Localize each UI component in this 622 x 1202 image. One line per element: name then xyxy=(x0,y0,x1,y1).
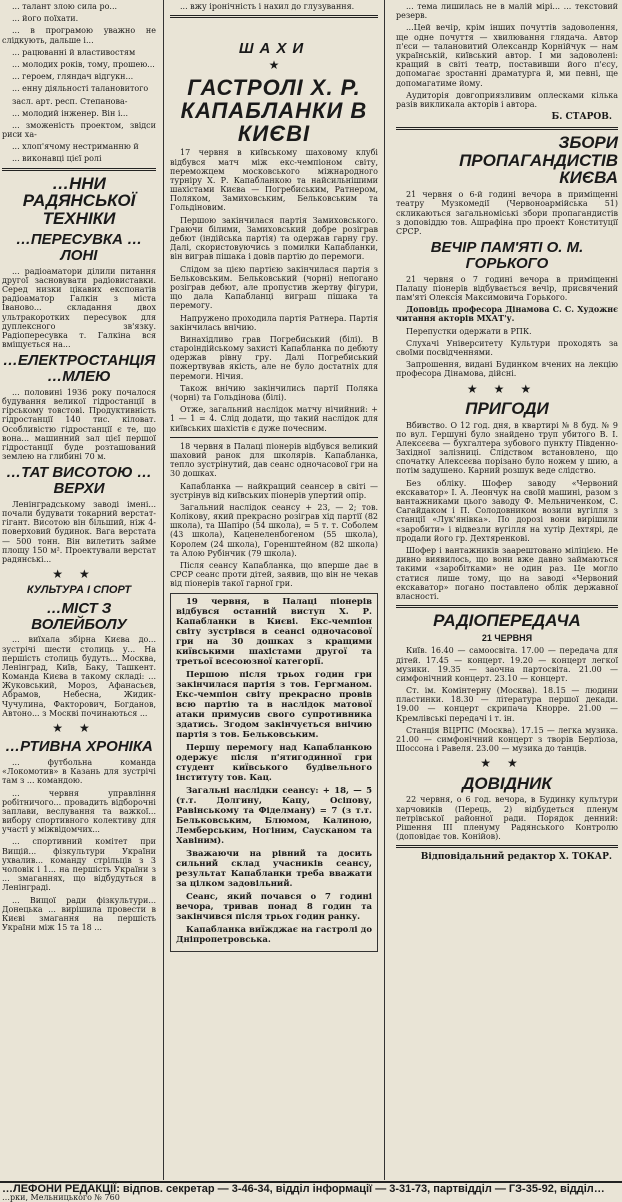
heading-radioperedacha: РАДІОПЕРЕДАЧА xyxy=(433,611,581,631)
frag-line: ... хлоп'ячому нестриманню й xyxy=(12,142,139,152)
heading-verstat: …ТАТ ВИСОТОЮ …ВЕРХИ xyxy=(6,464,152,498)
article-sport-3: ... спортивний комітет при Вищій... фізкультури України ухвалив... команду стрільців з 3 чоловік і 1... на першість України з ... змаганнях, що відбудуться в Ленінграді. xyxy=(2,837,156,893)
chess-b3: Першу перемогу над Капабланкою одержує після п'ятигодинної гри студент київського будівельного інституту тов. Кац. xyxy=(176,742,372,783)
middle-column xyxy=(163,0,385,1180)
middle-fragment-top: ... вжу іронічність і нахил до глузування. xyxy=(180,2,355,11)
divider xyxy=(396,127,618,130)
article-sport-2: ... червня управління робітничого... провадить відборочні заплави, веслування та важкої... вибору спортивного колективу для участі у міжвідомчих... xyxy=(2,788,156,835)
chess-p7: Отже, загальний наслідок матчу нічийний: + 1 — 1 = 4. Слід додати, що такий наслідок для київських шахістів є дуже почесним. xyxy=(170,405,378,433)
article-vechir-3: Перепустки одержати в РПК. xyxy=(406,326,532,336)
kicker-shakhy: ШАХИ xyxy=(238,40,310,58)
frag-line: ... зможеність проектом, звідси риси ха- xyxy=(2,120,156,140)
radio-komintern: Ст. ім. Комінтерну (Москва). 18.15 — людини пластинки. 18.30 — література першої декади. 19.00 — концерт скрипача Кнорре. 21.00 — Кремлівські передачі і т. ін. xyxy=(396,686,618,723)
frag-line: ... талант злою сила ро... xyxy=(12,2,118,11)
chess-p6: Також внічию закінчились партії Поляка (чорні) та Гольдінова (білі). xyxy=(170,383,378,402)
radio-date: 21 ЧЕРВНЯ xyxy=(481,632,533,643)
article-elektrostantsiia: ... половині 1936 року почалося будування великої гідростанції в гірському товстові. Продуктивність гідростанції 140 тис. кіловат. Особливістю гідростанції є те, що вона... машинний зал цієї першої гідростанції буде розташований землею на глибині 70 м. xyxy=(2,387,156,462)
frag-line: засл. арт. респ. Степанова- xyxy=(12,96,128,106)
frag-line: ... його поїхати. xyxy=(12,14,79,24)
article-vechir-1: 21 червня о 7 годині вечора в приміщенні Палацу піонерів відбувається вечір, присвячений пам'яті Олексія Максимовича Горького. xyxy=(396,274,618,303)
frag-line: ... молодий інженер. Він і... xyxy=(12,108,128,118)
frag-line: ... рацюванні й властивостям xyxy=(12,47,136,57)
heading-pryhody: ПРИГОДИ xyxy=(465,398,549,418)
right-column xyxy=(388,0,622,1180)
article-zbory: 21 червня о 6-й годині вечора в приміщенні театру Музкомедії (Червоноармійська 51) скликаються загальноміські збори пропагандистів з доповіддю тов. Ашрафіна про проект Конституції СРСР. xyxy=(396,190,618,236)
review-top-3: Аудиторія довгоприязливим оплесками кілька разів викликала акторів і автора. xyxy=(396,90,618,109)
review-top-1: ... тема лишилась не в малій мірі... ... текстовий резерв. xyxy=(396,2,618,21)
chess-b5: Зважаючи на рівний та досить сильний склад учасників сеансу, результат Капабланки треба вважати за цілком задовільний. xyxy=(176,848,372,889)
frag-line: ... героем, гляндач відгукн... xyxy=(12,72,134,82)
article-pryhody-3: Шофер і вантажників заарештовано міліцією. Не дивно виявилось, що вони вже давно займаються такими «заробітками» не один раз. Це могло статися лише тому, що на заводі «Червоний екскаватор» погано поставлено облік державної власності. xyxy=(396,545,618,601)
divider xyxy=(170,15,378,18)
chess-b7: Капабланка виїжджає на гастролі до Дніпропетровська. xyxy=(176,925,372,946)
frag-line: ... в програмою уважно не слідкують, дальше і... xyxy=(2,26,156,45)
signature-starov: Б. СТАРОВ. xyxy=(551,112,612,123)
heading-kultura-sport: КУЛЬТУРА І СПОРТ xyxy=(26,584,132,597)
chess-b2: Першою після трьох годин гри закінчилася партія з тов. Гергманом. Екс-чемпіон світу прекрасно провів всю партію та в наслідок матової атаки примусив свого супротивника здатись. Згодом закінчується внічию партія з тов. Бельковським. xyxy=(176,669,372,740)
review-top-2: ...Цей вечір, крім інших почуттів задоволення, ще одне почуття — хвилювання глядача. Автор п'єси — талановитий Олександр Корнійчук — нам українській, київський автор. І ми задоволені: кращий в світі театр, поставивши його п'єсу, допомагає зростанні драматурга й, ми певні, ще допомагатиме йому. xyxy=(396,23,618,88)
article-pryhody-2: Без обліку. Шофер заводу «Червоний екскаватор» І. А. Леончук на своїй машині, разом з вантажниками цього заводу Ф. Мельниченком, С. Сагайдаком і П. Солодовником возили вугілля з станції «Лук'янівка». По дорозі вони вирішили «заробити» і відвезли вугілля на хутір Дехтярі, де продали його гр. Дехтяренкові. xyxy=(396,478,618,543)
article-vechir-4: Слухачі Університету Культури проходять за своїми посвідченнями. xyxy=(396,338,618,357)
article-dovidnyk: 22 червня, о 6 год. вечора, в Будинку культури харчовиків (Перець, 2) відбудеться пленум петрівської районної ради. Порядок денний: Рішення III пленуму Радянського Контролю (доповідає тов. Конійов). xyxy=(396,795,618,842)
heading-sport-khronika: …РТИВНА ХРОНІКА xyxy=(5,738,153,756)
article-verstat: Ленінградському заводі імені... почали будувати токарний верстат-гігант. Висотою він більший, ніж 4-поверховий будинок. Вага верстата — 500 тонн. Він вилетить займе площу 150 м². Проектували верстат радянські... xyxy=(2,499,156,564)
star-divider: ★★ xyxy=(52,721,106,736)
left-column xyxy=(0,0,160,1180)
article-vechir-2: Доповідь професора Дінамова С. С. Художнє читання акторів МХАТ'у. xyxy=(396,304,618,324)
editor-line: Відповідальний редактор Х. ТОКАР. xyxy=(420,852,612,863)
star-divider: ★★ xyxy=(52,567,106,582)
frag-line: ... енну діяльності талановитого xyxy=(12,84,149,94)
radio-vtsrps: Станція ВЦРПС (Москва). 17.15 — легка музика. 21.00 — симфонічний концерт з творів Берліоза, Шоссона і Равеля. 23.00 — музика до танців. xyxy=(396,725,618,754)
article-sport-4: ... Вищої ради фізкультури... Донецька ... вирішила провести в Києві змагання на першість України між 15 та 18 ... xyxy=(2,895,156,933)
left-fragment-top xyxy=(2,2,156,164)
divider xyxy=(2,168,156,171)
heading-dovidnyk: ДОВІДНИК xyxy=(462,773,552,793)
heading-zbory: ЗБОРИ ПРОПАГАНДИСТІВ КИЄВА xyxy=(459,132,618,188)
chess-b1: 19 червня, в Палаці піонерів відбувся останній виступ Х. Р. Капабланки в Києві. Екс-чемпіон світу зустрівся в сеансі одночасової гри на 30 дошках з кращими київськими шахістами другої та третьої всесоюзної категорії. xyxy=(176,596,372,667)
divider xyxy=(396,845,618,848)
chess-p3: Слідом за цією партією закінчилася партія з Бельковським. Бельковський (чорні) непогано розіграв дебют, але пропустив жертву фігури, що дала Капабланці виграш пішака та перемогу. xyxy=(170,264,378,311)
frag-line: ... молодих років, тому, прошею... xyxy=(12,59,155,69)
chess-boxed-report xyxy=(170,593,378,953)
headline-kapablanka: ГАСТРОЛІ Х. Р. КАПАБЛАНКИ В КИЄВІ xyxy=(180,75,368,147)
chess-p2: Першою закінчилася партія Замиховського. Граючи білими, Замиховський добре розіграв дебют (індійська партія) та одержав гарну гру. Далі, скористовуючись з помилки Капабланки, він виграв пішака і довів партію до перемоги. xyxy=(170,215,378,262)
footer-bottom: …рки, Мельницького № 760 xyxy=(2,1193,120,1202)
chess-p10: Загальний наслідок сеансу + 23, — 2; тов. Колікову, який прекрасно розіграв хід партії (82 школа), та Шапіро (54 школа), = 5 т. т. Соболем (43 школа), Каценеленбогеном (55 школа), Королем (24 школа), Горенштейном (82 школа) та Алою Рубінчик (79 школа). xyxy=(170,502,378,558)
footer-phones: …ЛЕФОНИ РЕДАКЦІЇ: відпов. секретар — 3-46-34, відділ інформації — 3-31-73, партвідділ — ГЗ-35-92, відділ… xyxy=(0,1181,622,1200)
chess-p1: 17 червня в київському шаховому клубі відбувся матч між екс-чемпіоном світу, переможцем московського міжнародного турніру Х. Р. Капабланкою та найсильнішими шахістами Києва — Погребиським, Ратнером, Поляком, Замиховським, Бельковським та Гольдіновим. xyxy=(170,148,378,213)
chess-p5: Винахідливо грав Погребиський (білі). В староіндійському захисті Капабланка по дебюту одержав рівну гру. Далі Погребиський пожертвував якість, але не було достатніх для перемоги. Нічия. xyxy=(170,334,378,381)
section-heading-technika: …ННИ РАДЯНСЬКОЇ ТЕХНІКИ xyxy=(22,173,136,229)
article-pryhody-1: Вбивство. О 12 год. дня, в квартирі № 8 буд. № 9 по вул. Гершуні було знайдено труп убитого В. І. Алексєєва — бухгалтера зубового пункту Південно-Західної залізниці. Слідством встановлено, що спочатку Алексєєва порізано було ножем у шию, а потім задушено. Карний розшук веде слідство. xyxy=(396,420,618,476)
star-ornament: ★ xyxy=(268,57,280,72)
radio-kyiv: Київ. 16.40 — самоосвіта. 17.00 — передача для дітей. 17.45 — концерт. 19.20 — концерт легкої музики. 19.35 — заочна партосвіта. 21.00 — симфонічний концерт. 23.10 — концерт. xyxy=(396,646,618,683)
divider xyxy=(396,605,618,608)
divider xyxy=(170,437,378,438)
star-divider: ★★★ xyxy=(466,381,548,396)
heading-voleibol: …МІСТ З ВОЛЕЙБОЛУ xyxy=(31,599,127,633)
heading-peresuvka: …ПЕРЕСУВКА …ЛОНІ xyxy=(15,231,143,264)
heading-elektrostantsiia: …ЕЛЕКТРОСТАНЦІЯ …МЛЕЮ xyxy=(2,352,156,386)
chess-p8: 18 червня в Палаці піонерів відбувся великий шаховий ранок для школярів. Капабланка, тепло зустрінутий, дав сеанс одночасової гри на 30 дошках. xyxy=(170,441,378,479)
chess-p4: Напружено проходила партія Ратнера. Партія закінчилась внічию. xyxy=(170,313,378,332)
chess-p9: Капабланка — найкращий сеансер в світі — зустрінув від київських піонерів упертий опір. xyxy=(170,481,378,500)
article-peresuvka: ... радіоаматори ділили питання другої засновувати радіовиставки. Серед низки цікавих експонатів радіоаматор Галкін з міста Іваново... складання двох ультракоротких пересувок для дуплексного зв'язку. Радіопересувка т. Галкіна вся вміщується на... xyxy=(2,266,156,350)
star-divider: ★★ xyxy=(480,756,534,771)
chess-p11: Після сеансу Капабланка, що вперше дає в СРСР сеанс проти дітей, заявив, що він не чекав від піонерів такої гарної гри. xyxy=(170,561,378,589)
article-sport-1: ... футбольна команда «Локомотив» в Казань для зустрічі там з ... командою. xyxy=(2,757,156,786)
article-vechir-5: Запрошення, видані Будинком вчених на лекцію професора Дінамова, дійсні. xyxy=(396,360,618,379)
heading-vechir-gorky: ВЕЧІР ПАМ'ЯТІ О. М. ГОРЬКОГО xyxy=(430,239,584,272)
chess-b6: Сеанс, який почався о 7 годині вечора, тривав понад 8 годин та закінчився після трьох годин ранку. xyxy=(176,892,372,923)
frag-line: ... виконавці цієї ролі xyxy=(12,154,102,164)
article-voleibol: ... виїхала збірна Києва до... зустрічі шести столиць у... На першість столиць будуть... Москва, Ленінград, Київ, Баку, Ташкент. Команда Києва в такому складі: ... Жуковський, Мороз, Афанасьєв, Абрамов, Небесна, Жидик-Чучулина, Факторович, Богданов, Автоно... з Москві починаються ... xyxy=(2,635,156,718)
chess-b4: Загальні наслідки сеансу: + 18, — 5 (т.т. Долгину, Кацу, Осіпову, Равінському та Фіделману) = 7 (з т.т. Бельковським, Блюмом, Калиною, Лемберським, Ногіним, Саусканом та Хавіним). xyxy=(176,785,372,846)
